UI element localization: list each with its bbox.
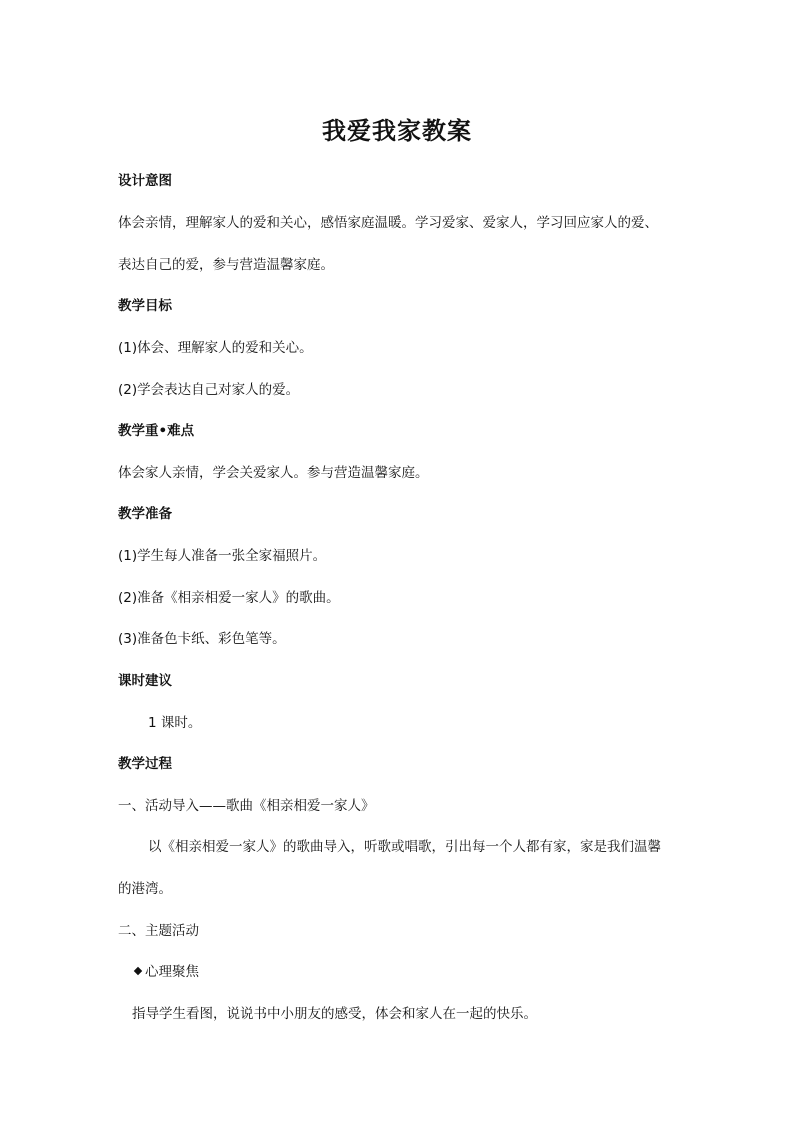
paragraph-line: 表达自己的爱，参与营造温馨家庭。 <box>118 257 334 273</box>
paragraph-line: 的港湾。 <box>118 881 172 897</box>
document-title: 我爱我家教案 <box>322 117 472 145</box>
diamond-bullet-icon <box>134 967 142 975</box>
paragraph-line: 指导学生看图，说说书中小朋友的感受，体会和家人在一起的快乐。 <box>132 1006 537 1022</box>
paragraph-line: 以《相亲相爱一家人》的歌曲导入，听歌或唱歌，引出每一个人都有家，家是我们温馨 <box>148 839 661 855</box>
list-item: (2)学会表达自己对家人的爱。 <box>118 382 300 398</box>
section-heading-process: 教学过程 <box>118 756 172 772</box>
list-item: (1)体会、理解家人的爱和关心。 <box>118 340 313 356</box>
list-item: (1)学生每人准备一张全家福照片。 <box>118 548 327 564</box>
paragraph-line: 体会亲情，理解家人的爱和关心，感悟家庭温暖。学习爱家、爱家人，学习回应家人的爱、 <box>118 215 658 231</box>
section-heading-goals: 教学目标 <box>118 298 172 314</box>
bullet-item <box>135 962 199 982</box>
list-item: (2)准备《相亲相爱一家人》的歌曲。 <box>118 590 340 606</box>
subsection-title: 二、主题活动 <box>118 923 199 939</box>
section-heading-preparation: 教学准备 <box>118 506 172 522</box>
subsection-title: 一、活动导入——歌曲《相亲相爱一家人》 <box>118 798 375 814</box>
list-item: (3)准备色卡纸、彩色笔等。 <box>118 631 286 647</box>
section-heading-design-intent: 设计意图 <box>118 173 172 189</box>
section-heading-hours: 课时建议 <box>118 673 172 689</box>
bullet-label: 心理聚焦 <box>145 964 199 980</box>
paragraph-line: 体会家人亲情，学会关爱家人。参与营造温馨家庭。 <box>118 465 429 481</box>
section-heading-focus: 教学重•难点 <box>118 423 195 439</box>
paragraph-line: 1 课时。 <box>148 715 202 731</box>
